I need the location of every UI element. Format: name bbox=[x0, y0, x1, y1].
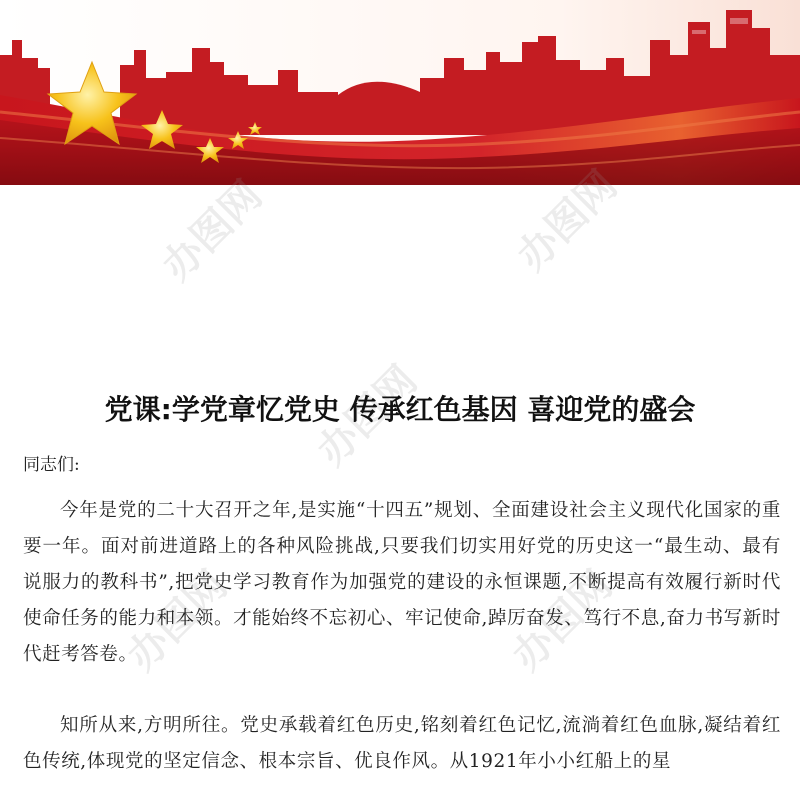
watermark: 办图网 bbox=[308, 357, 427, 475]
watermark: 办图网 bbox=[503, 562, 622, 680]
watermark: 办图网 bbox=[508, 162, 627, 280]
page-title: 党课:学党章忆党史 传承红色基因 喜迎党的盛会 bbox=[104, 393, 696, 426]
watermark: 办图网 bbox=[118, 562, 237, 680]
watermark: 办图网 bbox=[153, 172, 272, 290]
header-banner bbox=[0, 0, 800, 185]
salutation: 同志们: bbox=[23, 455, 80, 475]
body-paragraph: 知所从来,方明所往。党史承载着红色历史,铭刻着红色记忆,流淌着红色血脉,凝结着红色传统,体现党的坚定信念、根本宗旨、优良作风。从1921年小小红船上的星 bbox=[23, 715, 781, 772]
body-paragraph: 今年是党的二十大召开之年,是实施“十四五”规划、全面建设社会主义现代化国家的重要一年。面对前进道路上的各种风险挑战,只要我们切实用好党的历史这一“最生动、最有说服力的教科书”,把党史学习教育作为加强党的建设的永恒课题,不断提高有效履行新时代使命任务的能力和本领。才能始终不忘初心、牢记使命,踔厉奋发、笃行不息,奋力书写新时代赶考答卷。 bbox=[23, 500, 781, 665]
